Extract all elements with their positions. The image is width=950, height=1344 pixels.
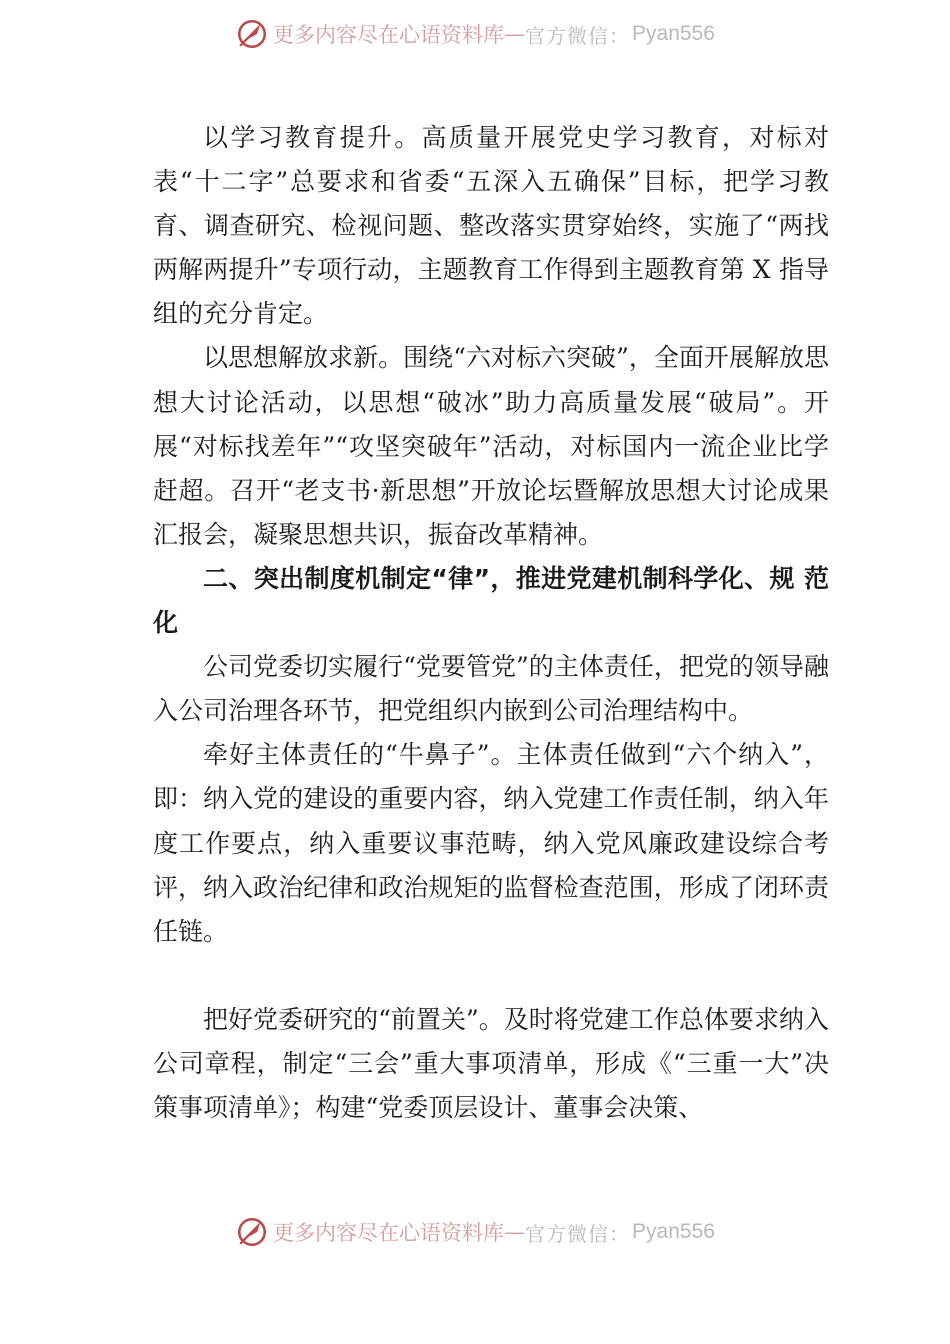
watermark-brand: 更多内容尽在心语资料库 xyxy=(273,1221,505,1245)
watermark-separator: — xyxy=(504,22,526,46)
watermark-account: Pyan556 xyxy=(632,1220,715,1243)
paragraph-party-committee: 公司党委切实履行“党要管党”的主体责任，把党的领导融入公司治理各环节，把党组织内嵌到公司治理结构中。 xyxy=(153,652,829,726)
feather-pen-logo-icon xyxy=(235,17,269,51)
paragraph-thought-liberation: 以思想解放求新。围绕“六对标六突破”，全面开展解放思想大讨论活动，以思想“破冰”助力高质量发展“破局”。开展“对标找差年”“攻坚突破年”活动，对标国内一流企业比学赶超。召开“老支书·新思想”开放论坛暨解放思想大讨论成果汇报会，凝聚思想共识，振奋改革精神。 xyxy=(153,343,829,549)
paragraph-preposition: 把好党委研究的“前置关”。及时将党建工作总体要求纳入公司章程，制定“三会”重大事项清单，形成《“三重一大”决策事项清单》；构建“党委顶层设计、董事会决策、 xyxy=(153,1004,829,1122)
watermark-label: 官方微信： xyxy=(525,23,631,48)
watermark-account: Pyan556 xyxy=(632,22,715,45)
header-watermark xyxy=(0,14,950,54)
paragraph-spacer xyxy=(153,954,829,998)
watermark-label: 官方微信： xyxy=(525,1221,631,1246)
watermark-brand: 更多内容尽在心语资料库 xyxy=(273,23,505,47)
watermark-separator: — xyxy=(504,1220,526,1244)
paragraph-main-responsibility: 牵好主体责任的“牛鼻子”。主体责任做到“六个纳入”，即：纳入党的建设的重要内容，纳入党建工作责任制，纳入年度工作要点，纳入重要议事范畴，纳入党风廉政建设综合考评，纳入政治纪律和政治规矩的监督检查范围，形成了闭环责任链。 xyxy=(153,740,829,946)
section-heading: 二、突出制度机制定“律”，推进党建机制科学化、规 范化 xyxy=(153,563,829,638)
footer-watermark xyxy=(0,1212,950,1252)
feather-pen-logo-icon xyxy=(235,1215,269,1249)
document-body xyxy=(153,116,829,1130)
paragraph-study-education: 以学习教育提升。高质量开展党史学习教育，对标对表“十二字”总要求和省委“五深入五确保”目标，把学习教育、调查研究、检视问题、整改落实贯穿始终，实施了“两找两解两提升”专项行动，主题教育工作得到主题教育第 X 指导组的充分肯定。 xyxy=(153,123,829,329)
